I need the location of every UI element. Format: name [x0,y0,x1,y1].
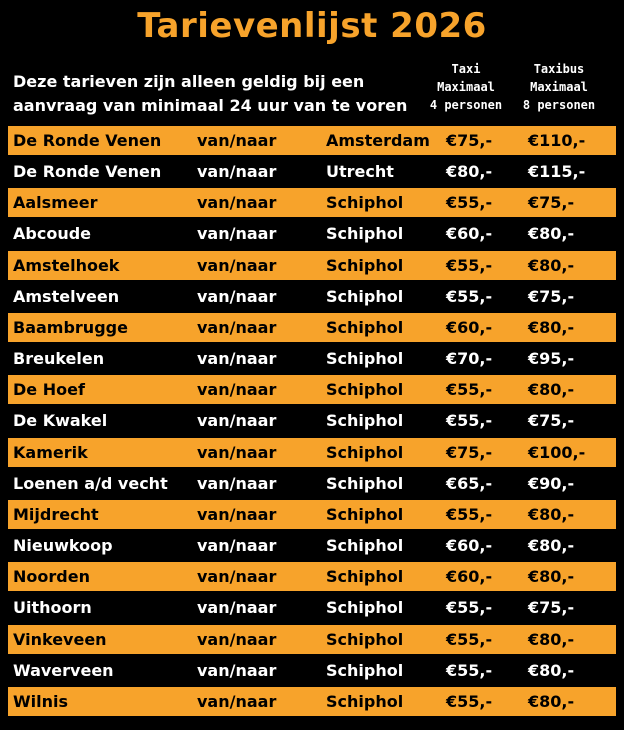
row-taxi-price: €60,- [446,536,493,556]
row-taxi-price: €55,- [446,660,493,680]
row-taxi-price: €80,- [446,162,493,182]
taxibus-header-line-2: Maximaal [530,80,588,94]
intro-line-2: aanvraag van minimaal 24 uur van te voren [13,96,408,115]
row-taxibus-price: €75,- [528,598,575,618]
table-row [8,656,616,685]
table-row [8,593,616,622]
row-direction: van/naar [197,629,277,649]
row-city: Mijdrecht [13,504,99,524]
row-direction: van/naar [197,504,277,524]
row-taxi-price: €70,- [446,349,493,369]
row-destination: Schiphol [326,411,404,431]
row-destination: Schiphol [326,691,404,711]
row-destination: Schiphol [326,442,404,462]
row-city: Nieuwkoop [13,536,113,556]
row-destination: Schiphol [326,473,404,493]
row-destination: Schiphol [326,536,404,556]
row-direction: van/naar [197,567,277,587]
table-row [8,469,616,498]
row-direction: van/naar [197,224,277,244]
table-row [8,282,616,311]
row-destination: Schiphol [326,193,404,213]
table-row [8,500,616,529]
row-direction: van/naar [197,691,277,711]
row-taxibus-price: €80,- [528,224,575,244]
table-row [8,313,616,342]
row-taxibus-price: €75,- [528,193,575,213]
table-row [8,219,616,248]
row-destination: Utrecht [326,162,394,182]
row-direction: van/naar [197,598,277,618]
taxi-header-line-1: Taxi [451,62,481,76]
row-taxi-price: €55,- [446,193,493,213]
row-direction: van/naar [197,286,277,306]
table-row [8,562,616,591]
column-header-taxi [421,60,511,114]
row-taxi-price: €55,- [446,504,493,524]
row-direction: van/naar [197,349,277,369]
row-taxibus-price: €80,- [528,317,575,337]
row-city: De Kwakel [13,411,108,431]
row-destination: Amsterdam [326,131,430,150]
row-taxi-price: €65,- [446,473,493,493]
row-direction: van/naar [197,411,277,431]
table-row [8,188,616,217]
row-direction: van/naar [197,380,277,400]
row-city: Baambrugge [13,317,128,337]
row-destination: Schiphol [326,598,404,618]
tariff-table [8,126,616,718]
row-taxibus-price: €115,- [528,162,586,182]
row-taxibus-price: €110,- [528,131,586,150]
table-row [8,157,616,186]
row-taxibus-price: €75,- [528,286,575,306]
table-row [8,126,616,155]
table-row [8,531,616,560]
taxibus-header-line-3: 8 personen [522,98,596,112]
row-taxibus-price: €80,- [528,255,575,275]
row-taxi-price: €55,- [446,286,493,306]
row-direction: van/naar [197,473,277,493]
row-taxibus-price: €100,- [528,442,586,462]
table-row [8,251,616,280]
row-city: Wilnis [13,691,69,711]
taxi-header-line-3: 4 personen [429,98,503,112]
row-destination: Schiphol [326,286,404,306]
row-taxi-price: €55,- [446,598,493,618]
row-taxi-price: €55,- [446,629,493,649]
table-row [8,687,616,716]
row-destination: Schiphol [326,349,404,369]
taxibus-header-line-1: Taxibus [533,62,585,76]
row-taxi-price: €55,- [446,691,493,711]
intro-text [13,70,413,118]
table-row [8,438,616,467]
row-direction: van/naar [197,131,277,150]
row-taxi-price: €60,- [446,567,493,587]
row-taxi-price: €55,- [446,411,493,431]
row-taxibus-price: €80,- [528,629,575,649]
row-destination: Schiphol [326,629,404,649]
row-city: Waverveen [13,660,114,680]
table-row [8,375,616,404]
row-direction: van/naar [197,660,277,680]
row-taxibus-price: €90,- [528,473,575,493]
taxi-header-line-2: Maximaal [437,80,495,94]
row-city: De Hoef [13,380,85,400]
table-row [8,344,616,373]
row-destination: Schiphol [326,224,404,244]
row-taxibus-price: €75,- [528,411,575,431]
row-taxi-price: €60,- [446,224,493,244]
row-city: Breukelen [13,349,105,369]
row-destination: Schiphol [326,504,404,524]
row-destination: Schiphol [326,660,404,680]
row-taxibus-price: €80,- [528,567,575,587]
row-city: Noorden [13,567,90,587]
row-taxibus-price: €80,- [528,504,575,524]
row-city: Amstelveen [13,286,120,306]
row-destination: Schiphol [326,567,404,587]
row-city: Amstelhoek [13,255,120,275]
row-city: Vinkeveen [13,629,107,649]
table-row [8,406,616,435]
row-direction: van/naar [197,536,277,556]
row-taxibus-price: €95,- [528,349,575,369]
row-taxi-price: €75,- [446,131,493,150]
row-taxibus-price: €80,- [528,660,575,680]
row-taxi-price: €75,- [446,442,493,462]
column-header-taxibus [514,60,604,114]
row-city: Kamerik [13,442,88,462]
row-taxi-price: €55,- [446,380,493,400]
row-taxi-price: €55,- [446,255,493,275]
row-direction: van/naar [197,162,277,182]
row-direction: van/naar [197,193,277,213]
row-destination: Schiphol [326,317,404,337]
row-city: De Ronde Venen [13,162,162,182]
row-taxibus-price: €80,- [528,380,575,400]
row-destination: Schiphol [326,255,404,275]
row-direction: van/naar [197,255,277,275]
row-city: Loenen a/d vecht [13,473,168,493]
row-city: Abcoude [13,224,92,244]
page-title: Tarievenlijst 2026 [137,6,487,46]
row-direction: van/naar [197,442,277,462]
row-city: Aalsmeer [13,193,98,213]
table-row [8,625,616,654]
row-taxi-price: €60,- [446,317,493,337]
row-city: Uithoorn [13,598,92,618]
row-city: De Ronde Venen [13,131,162,150]
row-destination: Schiphol [326,380,404,400]
intro-line-1: Deze tarieven zijn alleen geldig bij een [13,72,365,91]
row-taxibus-price: €80,- [528,691,575,711]
row-taxibus-price: €80,- [528,536,575,556]
row-direction: van/naar [197,317,277,337]
